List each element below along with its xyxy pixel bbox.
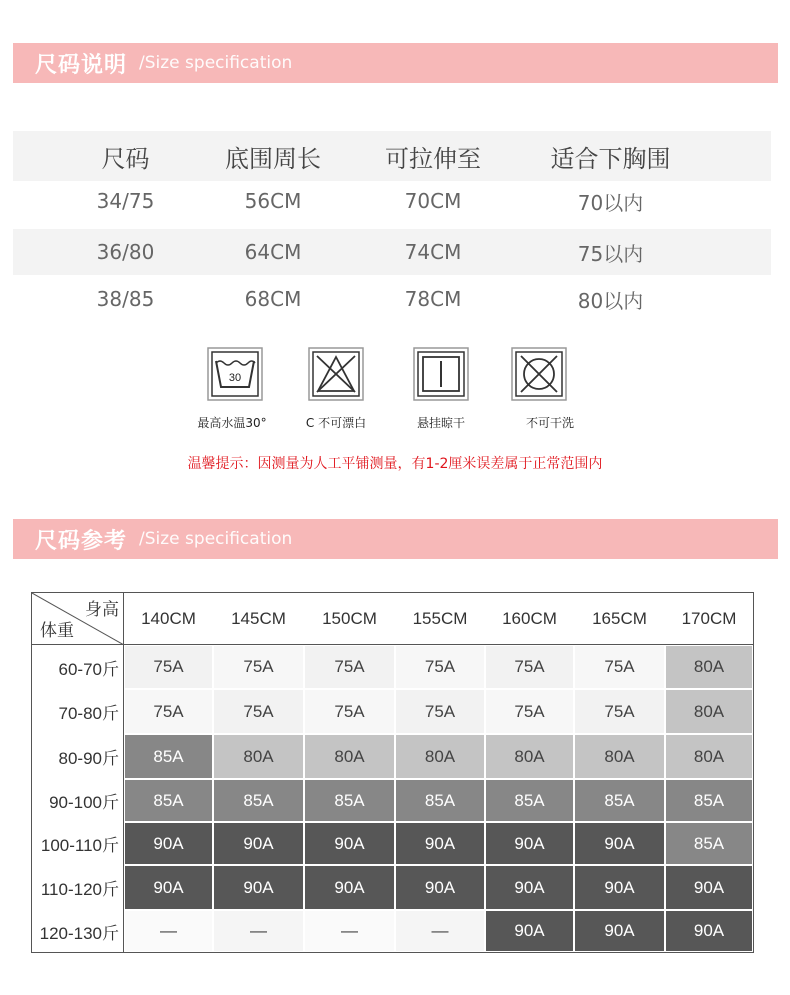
spec-cell: 70CM: [404, 189, 462, 213]
spec-table-row: [13, 178, 771, 224]
size-cell: 90A: [486, 866, 573, 909]
height-header: 155CM: [412, 609, 468, 628]
size-cell: 80A: [486, 735, 573, 778]
section-header-size-spec: [13, 43, 778, 83]
spec-table-row: [13, 276, 771, 322]
section-title: 尺码说明: [35, 52, 128, 78]
spec-cell: 78CM: [404, 287, 462, 311]
section-header-size-reference: [13, 519, 778, 559]
corner-weight-label: 体重: [40, 621, 74, 641]
size-cell: 80A: [666, 690, 752, 733]
size-cell: 90A: [125, 823, 212, 864]
weight-label: 80-90斤: [32, 734, 124, 779]
size-cell: —: [125, 911, 212, 951]
size-cell: 90A: [575, 823, 664, 864]
size-cell: 90A: [125, 866, 212, 909]
size-cell: —: [214, 911, 303, 951]
size-cell: 75A: [486, 690, 573, 733]
corner-cell: [32, 593, 124, 645]
spec-cell: 34/75: [96, 189, 155, 213]
size-cell: 85A: [125, 735, 212, 778]
wash-30-icon: [207, 347, 263, 401]
measurement-note: 温馨提示：因测量为人工平铺测量，有1-2厘米误差属于正常范围内: [187, 456, 603, 472]
size-cell: 75A: [396, 646, 484, 688]
size-cell: 75A: [305, 690, 394, 733]
weight-label: 90-100斤: [32, 779, 124, 822]
spec-cell: 75以内: [577, 241, 644, 266]
no-bleach-icon: [308, 347, 364, 401]
spec-cell: 80以内: [577, 288, 644, 313]
care-label-bleach: C 不可漂白: [305, 416, 367, 430]
size-chart-row: [32, 689, 753, 734]
spec-header-band: 底围周长: [225, 144, 321, 173]
size-chart-row: [32, 822, 753, 865]
size-cell: 75A: [396, 690, 484, 733]
height-header: 160CM: [502, 609, 557, 628]
size-cell: —: [305, 911, 394, 951]
care-label-dryclean: 不可干洗: [525, 416, 574, 430]
size-cell: 80A: [214, 735, 303, 778]
weight-label: 70-80斤: [32, 689, 124, 734]
size-cell: 75A: [486, 646, 573, 688]
size-cell: 90A: [305, 823, 394, 864]
spec-header-underbust: 适合下胸围: [550, 144, 671, 173]
size-cell: 90A: [396, 823, 484, 864]
hang-dry-icon: [413, 347, 469, 401]
size-cell: 90A: [575, 911, 664, 951]
size-chart-row: [32, 734, 753, 779]
weight-label: 120-130斤: [32, 910, 124, 952]
size-chart-table: [31, 592, 754, 953]
size-cell: 90A: [666, 911, 752, 951]
height-header: 170CM: [681, 609, 737, 628]
size-cell: 85A: [486, 780, 573, 821]
svg-text:30: 30: [228, 372, 242, 384]
size-cell: 90A: [486, 911, 573, 951]
section-title: 尺码参考: [35, 528, 128, 554]
spec-cell: 56CM: [244, 189, 302, 213]
section-subtitle: /Size specification: [139, 529, 293, 549]
spec-cell: 70以内: [577, 190, 644, 215]
size-cell: 90A: [486, 823, 573, 864]
size-cell: 90A: [214, 823, 303, 864]
size-chart-row: [32, 865, 753, 910]
size-chart-row: [32, 910, 753, 952]
spec-cell: 74CM: [404, 240, 462, 264]
spec-cell: 38/85: [96, 287, 155, 311]
size-cell: 90A: [575, 866, 664, 909]
size-chart-row: [32, 645, 753, 689]
spec-cell: 36/80: [96, 240, 155, 264]
size-cell: 75A: [125, 646, 212, 688]
size-cell: 85A: [396, 780, 484, 821]
size-cell: 90A: [305, 866, 394, 909]
size-cell: 75A: [575, 646, 664, 688]
height-header: 140CM: [141, 609, 196, 628]
height-header: 145CM: [231, 609, 286, 628]
size-cell: 75A: [214, 690, 303, 733]
weight-label: 60-70斤: [32, 645, 124, 689]
size-cell: 80A: [666, 646, 752, 688]
size-cell: —: [396, 911, 484, 951]
size-cell: 85A: [305, 780, 394, 821]
size-cell: 75A: [575, 690, 664, 733]
size-cell: 75A: [214, 646, 303, 688]
size-cell: 90A: [396, 866, 484, 909]
size-cell: 75A: [305, 646, 394, 688]
height-header: 150CM: [322, 609, 377, 628]
size-cell: 80A: [666, 735, 752, 778]
size-chart-row: [32, 779, 753, 822]
size-cell: 90A: [666, 866, 752, 909]
spec-header-stretch: 可拉伸至: [385, 144, 481, 173]
size-cell: 85A: [125, 780, 212, 821]
weight-label: 110-120斤: [32, 865, 124, 910]
size-cell: 85A: [214, 780, 303, 821]
size-cell: 85A: [666, 823, 752, 864]
spec-table-row: [13, 229, 771, 275]
spec-header-size: 尺码: [101, 144, 150, 173]
size-cell: 85A: [666, 780, 752, 821]
size-cell: 80A: [575, 735, 664, 778]
care-label-hang: 悬挂晾干: [416, 416, 465, 430]
care-label-wash: 最高水温30°: [197, 416, 267, 430]
no-dry-clean-icon: [511, 347, 567, 401]
corner-height-label: 身高: [85, 600, 119, 620]
height-header: 165CM: [592, 609, 647, 628]
size-cell: 80A: [396, 735, 484, 778]
size-cell: 75A: [125, 690, 212, 733]
weight-label: 100-110斤: [32, 822, 124, 865]
section-subtitle: /Size specification: [139, 53, 293, 73]
spec-table-header: [13, 131, 771, 181]
spec-cell: 68CM: [244, 287, 302, 311]
size-cell: 90A: [214, 866, 303, 909]
size-chart-header: [32, 593, 753, 645]
size-cell: 85A: [575, 780, 664, 821]
size-cell: 80A: [305, 735, 394, 778]
spec-cell: 64CM: [244, 240, 302, 264]
